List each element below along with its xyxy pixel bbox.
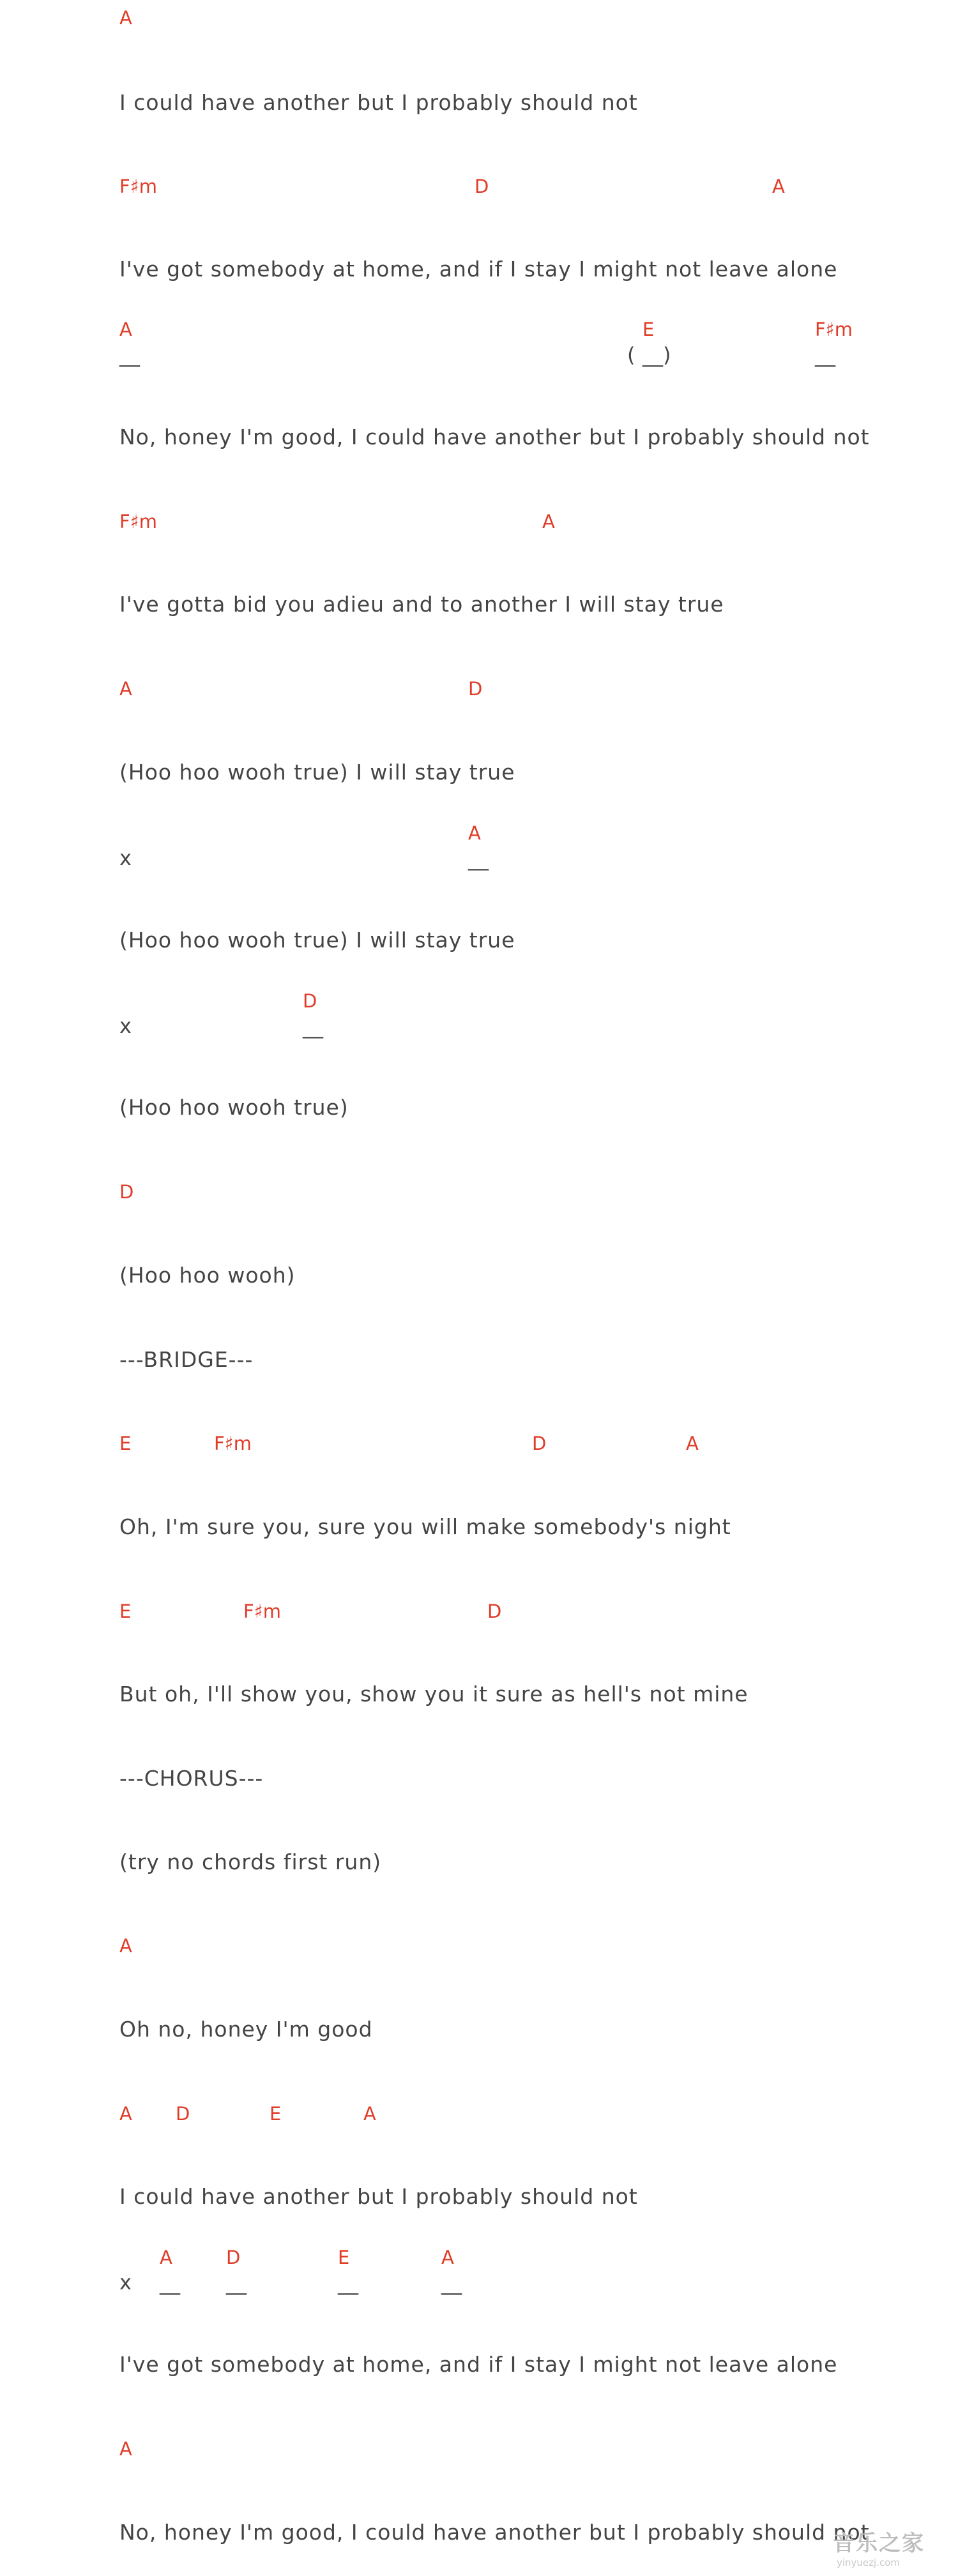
lyric-text: But oh, I'll show you, show you it sure as hell's not mine xyxy=(119,1682,749,1706)
chord-label: A xyxy=(160,2247,172,2268)
lyric-text: Oh no, honey I'm good xyxy=(119,2017,373,2042)
chord-label: E xyxy=(642,319,655,340)
hold-dash: __ xyxy=(441,2271,462,2295)
chord-label: D xyxy=(226,2247,241,2268)
x-marker: x xyxy=(119,1014,132,1038)
chord-label: A xyxy=(542,511,555,532)
hold-dash: __ xyxy=(815,343,835,367)
hold-dash: __ xyxy=(226,2271,247,2295)
chord-row xyxy=(119,2248,918,2306)
chord-label: F♯m xyxy=(119,176,157,197)
lyric-line xyxy=(119,2019,918,2057)
hold-dash: __ xyxy=(160,2271,180,2295)
chord-label: D xyxy=(119,1181,134,1203)
chord-row xyxy=(119,2105,918,2143)
lyric-text: Oh, I'm sure you, sure you will make somebody's night xyxy=(119,1514,731,1539)
chord-label: A xyxy=(119,1935,132,1957)
lyric-line xyxy=(119,259,918,297)
chord-row xyxy=(119,680,918,718)
chord-row xyxy=(119,824,918,882)
hold-dash: __ xyxy=(468,847,489,871)
chord-label: E xyxy=(270,2103,282,2125)
hold-dash: __ xyxy=(119,343,140,367)
chord-label: A xyxy=(441,2247,454,2268)
chord-label: A xyxy=(119,319,132,340)
chord-label: D xyxy=(303,990,317,1012)
chord-row xyxy=(119,1937,918,1975)
lyric-line xyxy=(119,1851,918,1890)
lyric-line xyxy=(119,930,918,968)
lyric-line xyxy=(119,594,918,632)
watermark-logo-text: 音乐之家 xyxy=(833,2531,925,2556)
site-watermark xyxy=(833,2533,948,2571)
chord-label: A xyxy=(119,7,132,29)
lyric-line xyxy=(119,2522,918,2560)
lyric-text: No, honey I'm good, I could have another but I probably should not xyxy=(119,2520,870,2545)
hold-dash: __ xyxy=(303,1014,323,1039)
chord-label: D xyxy=(532,1433,547,1454)
chord-label: E xyxy=(338,2247,350,2268)
chord-row xyxy=(119,1435,918,1473)
lyric-text: No, honey I'm good, I could have another but I probably should not xyxy=(119,425,870,449)
lyric-text: (Hoo hoo wooh true) xyxy=(119,1095,349,1120)
chord-label: F♯m xyxy=(214,1433,252,1454)
lyric-line xyxy=(119,1683,918,1722)
chord-label: A xyxy=(468,822,481,844)
paren-close: ) xyxy=(663,343,671,367)
lyric-text: I could have another but I probably should not xyxy=(119,2184,638,2209)
hold-dash: __ xyxy=(642,343,663,367)
chord-row xyxy=(119,177,918,216)
lyric-text: I've gotta bid you adieu and to another I will stay true xyxy=(119,592,724,617)
lyric-line xyxy=(119,1516,918,1555)
chord-row xyxy=(119,2440,918,2478)
lyric-text: (Hoo hoo wooh true) I will stay true xyxy=(119,928,515,953)
chord-row xyxy=(119,9,918,47)
lyric-line xyxy=(119,92,918,130)
chord-label: D xyxy=(468,678,483,700)
section-title: ---BRIDGE--- xyxy=(119,1347,254,1372)
chord-row xyxy=(119,513,918,551)
chord-label: A xyxy=(119,678,132,700)
chord-label: E xyxy=(119,1601,132,1622)
chord-label: F♯m xyxy=(815,319,853,340)
chord-row xyxy=(119,1183,918,1221)
chord-label: A xyxy=(119,2438,132,2460)
performance-note: (try no chords first run) xyxy=(119,1849,382,1874)
lyric-line xyxy=(119,762,918,800)
chord-label: D xyxy=(176,2103,190,2125)
lyric-text: (Hoo hoo wooh) xyxy=(119,1263,296,1288)
hold-dash: __ xyxy=(338,2271,358,2295)
lyric-text: I could have another but I probably should not xyxy=(119,90,638,115)
chord-label: D xyxy=(487,1601,502,1622)
chord-label: A xyxy=(119,2103,132,2125)
lyric-line xyxy=(119,1265,918,1303)
section-label xyxy=(119,1768,918,1806)
lyric-line xyxy=(119,2354,918,2392)
x-marker: x xyxy=(119,846,132,870)
section-title: ---CHORUS--- xyxy=(119,1766,264,1791)
lyric-text: I've got somebody at home, and if I stay I might not leave alone xyxy=(119,257,838,282)
section-label xyxy=(119,1349,918,1387)
lyric-line xyxy=(119,2186,918,2224)
chord-row xyxy=(119,992,918,1050)
lyric-text: I've got somebody at home, and if I stay I might not leave alone xyxy=(119,2352,838,2377)
chord-label: F♯m xyxy=(243,1601,281,1622)
lyric-line xyxy=(119,1097,918,1135)
chord-label: A xyxy=(363,2103,376,2125)
chord-label: E xyxy=(119,1433,132,1454)
paren-open: ( xyxy=(627,343,635,367)
chord-label: F♯m xyxy=(119,511,157,532)
x-marker: x xyxy=(119,2270,132,2294)
chord-label: D xyxy=(475,176,489,197)
chord-row xyxy=(119,320,918,378)
lyric-text: (Hoo hoo wooh true) I will stay true xyxy=(119,760,515,785)
chord-row xyxy=(119,1602,918,1641)
chord-label: A xyxy=(686,1433,699,1454)
lyric-line xyxy=(119,426,918,465)
chord-label: A xyxy=(772,176,785,197)
watermark-url: yinyuezj.com xyxy=(837,2557,901,2568)
